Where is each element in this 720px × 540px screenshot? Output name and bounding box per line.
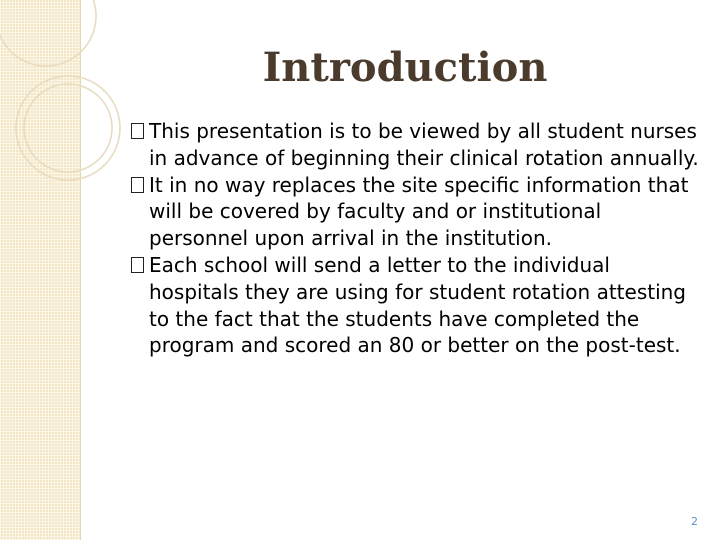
box-bullet-icon	[131, 177, 144, 193]
decorative-circles-icon	[0, 0, 140, 220]
box-bullet-icon	[131, 123, 144, 139]
bullet-item	[129, 252, 699, 359]
box-bullet-icon	[131, 257, 144, 273]
slide-title: Introduction	[262, 44, 548, 91]
bullet-text: Each school will send a letter to the individual hospitals they are using for student rotation attesting to the fact that the students have completed the program and scored an 80 or better on the post-test.	[149, 252, 687, 358]
bullet-item	[129, 172, 699, 252]
bullet-text: This presentation is to be viewed by all student nurses in advance of beginning their clinical rotation annually.	[149, 119, 699, 170]
bullet-item	[129, 118, 699, 172]
page-number: 2	[691, 515, 698, 528]
bullet-list	[129, 118, 699, 359]
bullet-text: It in no way replaces the site specific information that will be covered by faculty and or institutional personnel upon arrival in the institution.	[149, 172, 689, 251]
